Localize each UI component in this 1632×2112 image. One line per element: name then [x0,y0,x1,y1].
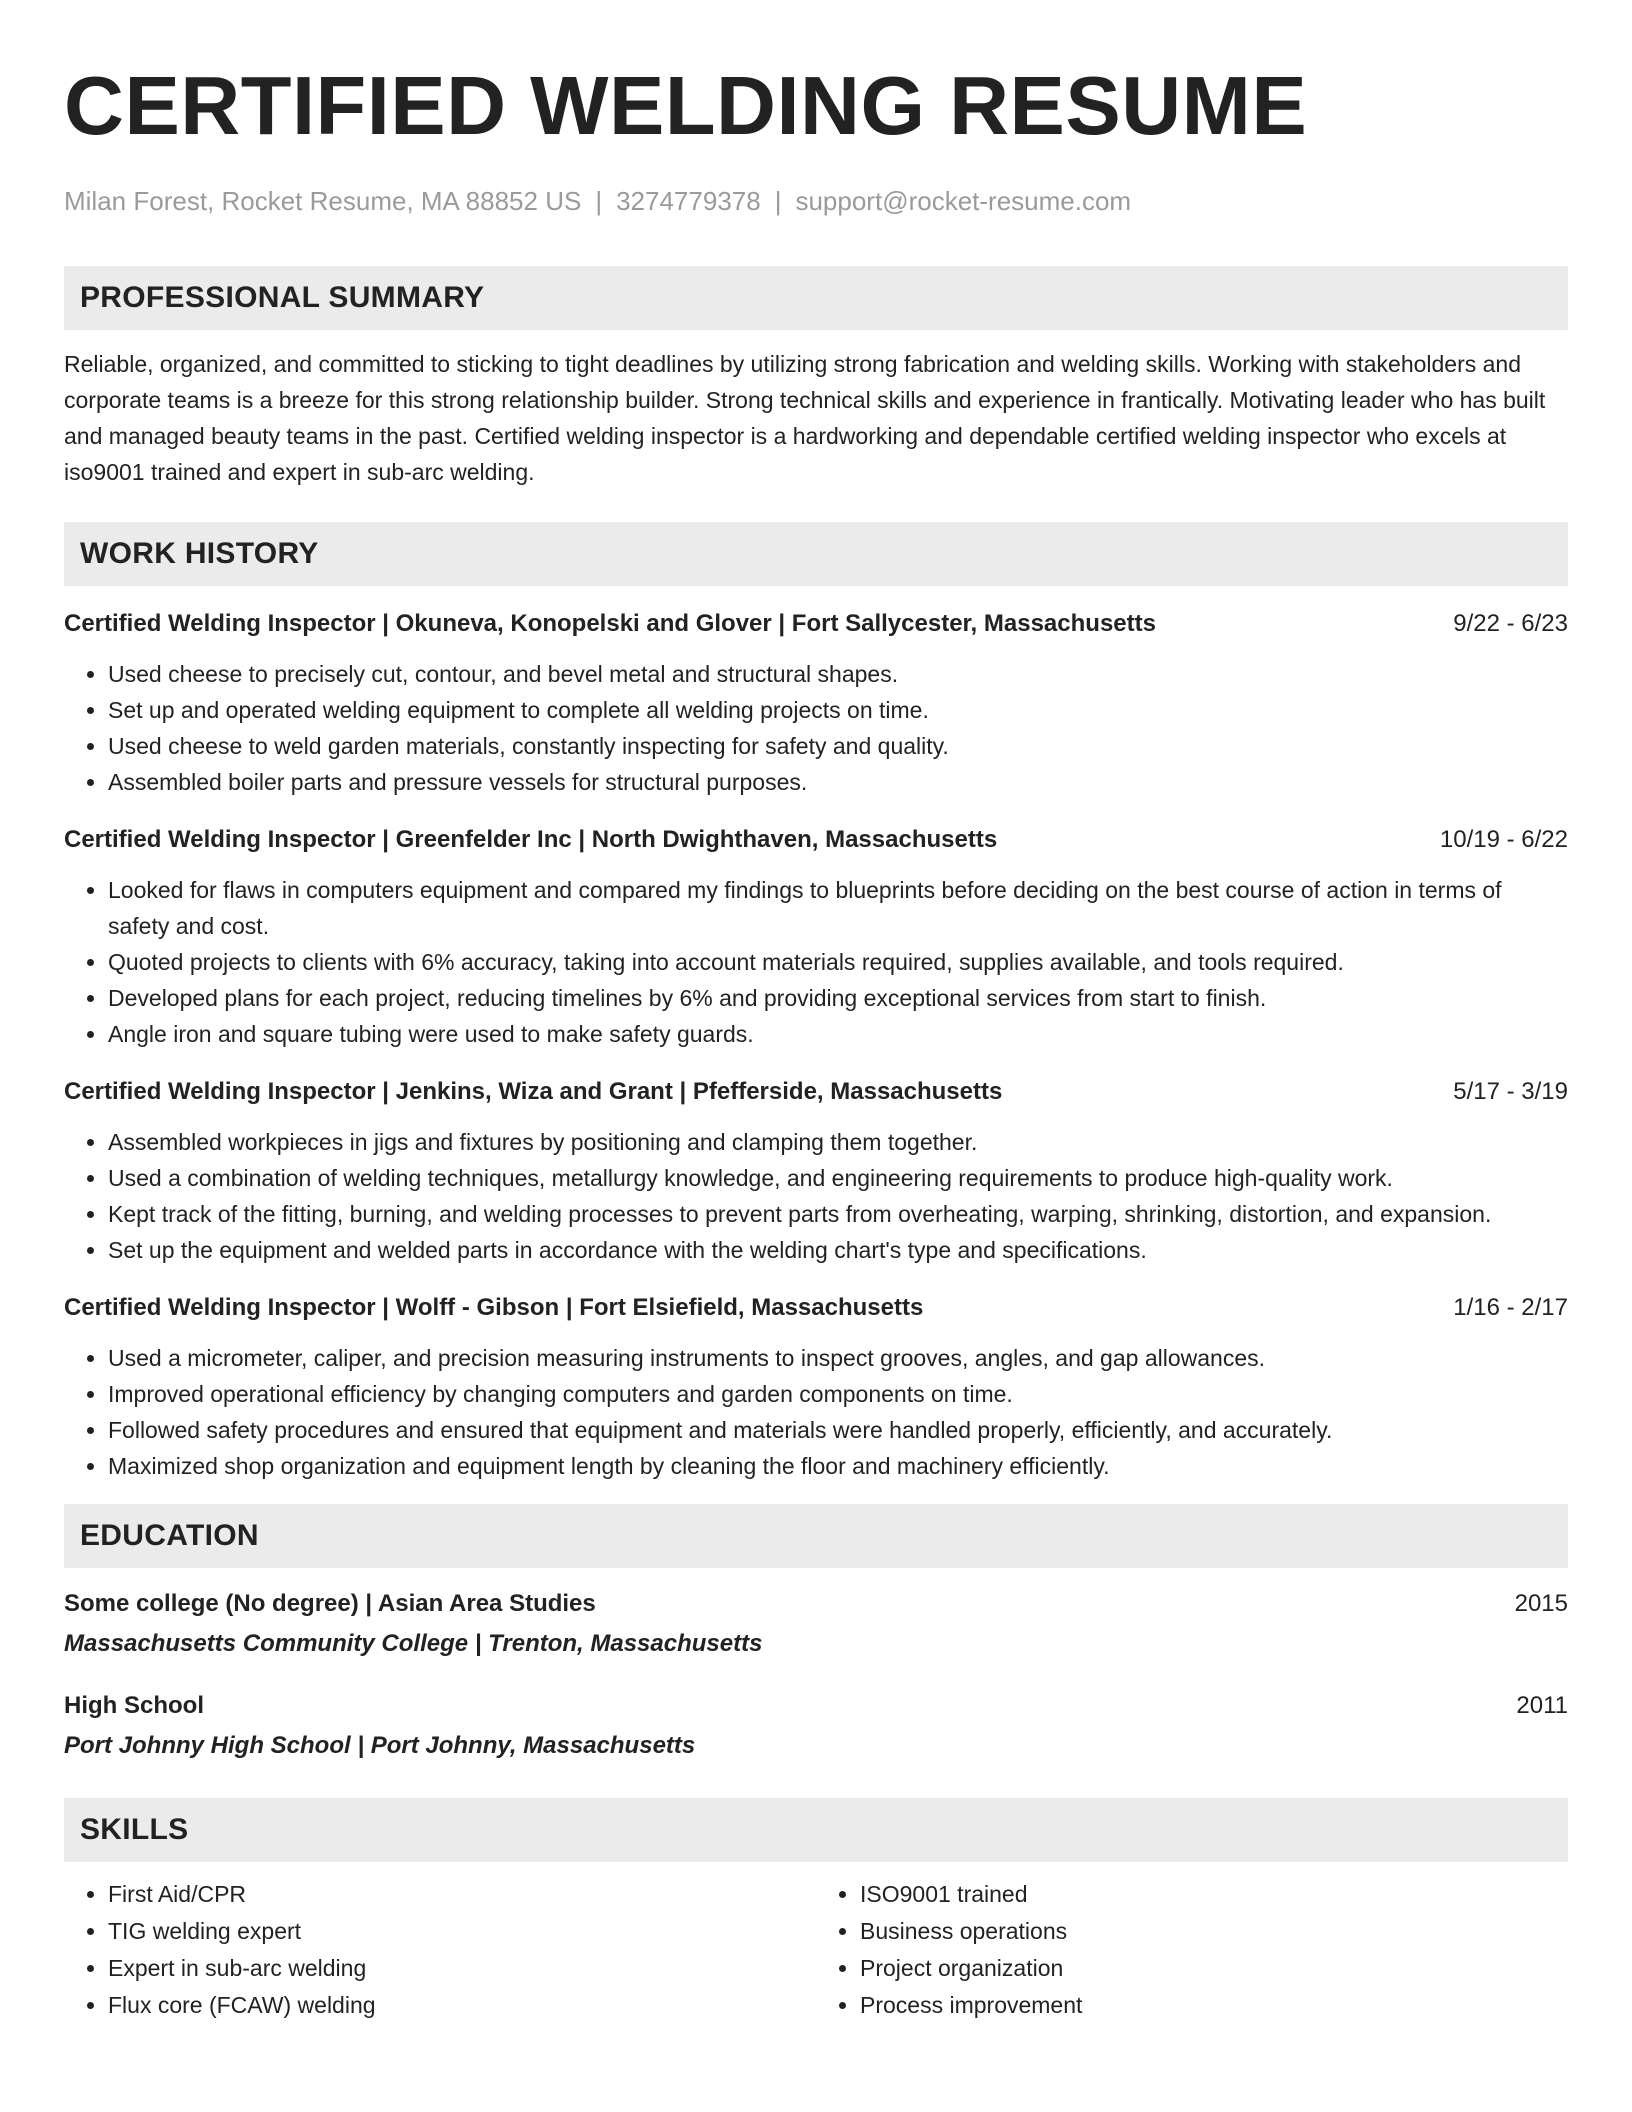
resume-title: CERTIFIED WELDING RESUME [64,59,1308,152]
section-header-work-history: WORK HISTORY [64,522,1568,586]
job-bullet: • Developed plans for each project, reducing timelines by 6% and providing exceptional services from start to finish. [108,980,1568,1016]
job-title: Certified Welding Inspector | Wolff - Gibson | Fort Elsiefield, Massachusetts [64,1294,924,1321]
job-bullet: • Angle iron and square tubing were used to make safety guards. [108,1016,1568,1052]
job-bullet: • Set up and operated welding equipment to complete all welding projects on time. [108,692,1568,728]
section-header-education: EDUCATION [64,1504,1568,1568]
skills-column-left [64,1876,816,2024]
education-school: Port Johnny High School | Port Johnny, Massachusetts [64,1732,696,1759]
contact-phone: 3274779378 [616,186,761,216]
job-bullet: • Assembled boiler parts and pressure vessels for structural purposes. [108,764,1568,800]
contact-separator: | [774,186,782,216]
job-entry [64,1074,1568,1268]
summary-text: Reliable, organized, and committed to sticking to tight deadlines by utilizing strong fabrication and welding skills. Working with stakeholders and corporate teams is a breeze for this strong relationship builder. Strong technical skills and experience in frantically. Motivating leader who has built and managed beauty teams in the past. Certified welding inspector is a hardworking and dependable certified welding inspector who excels at iso9001 trained and expert in sub-arc welding. [64,351,1546,485]
skill-item: • ISO9001 trained [860,1876,1568,1913]
job-dates: 5/17 - 3/19 [1453,1078,1568,1105]
skill-item: • Expert in sub-arc welding [108,1950,816,1987]
job-dates: 1/16 - 2/17 [1453,1294,1568,1321]
skill-item: • Project organization [860,1950,1568,1987]
job-bullet: • Improved operational efficiency by changing computers and garden components on time. [108,1376,1568,1412]
contact-line [64,186,1568,216]
job-dates: 9/22 - 6/23 [1453,610,1568,637]
job-entry [64,606,1568,800]
job-title: Certified Welding Inspector | Jenkins, Wiza and Grant | Pfefferside, Massachusetts [64,1078,1003,1105]
job-bullet: • Assembled workpieces in jigs and fixtures by positioning and clamping them together. [108,1124,1568,1160]
contact-email: support@rocket-resume.com [795,186,1132,216]
job-bullets [64,656,1568,800]
job-entry [64,1290,1568,1484]
skill-item: • First Aid/CPR [108,1876,816,1913]
skill-item: • TIG welding expert [108,1913,816,1950]
skills-column-right [816,1876,1568,2024]
job-bullet: • Used a micrometer, caliper, and precision measuring instruments to inspect grooves, angles, and gap allowances. [108,1340,1568,1376]
job-bullet: • Used cheese to weld garden materials, constantly inspecting for safety and quality. [108,728,1568,764]
job-bullet: • Used a combination of welding techniques, metallurgy knowledge, and engineering requirements to produce high-quality work. [108,1160,1568,1196]
job-bullet: • Set up the equipment and welded parts in accordance with the welding chart's type and specifications. [108,1232,1568,1268]
education-school: Massachusetts Community College | Trenton, Massachusetts [64,1630,763,1657]
education-degree: High School [64,1692,204,1719]
contact-separator: | [595,186,603,216]
job-title: Certified Welding Inspector | Greenfelder Inc | North Dwighthaven, Massachusetts [64,826,998,853]
education-year: 2015 [1514,1590,1568,1617]
job-bullets [64,1124,1568,1268]
job-title: Certified Welding Inspector | Okuneva, Konopelski and Glover | Fort Sallycester, Massachusetts [64,610,1156,637]
job-bullet: • Followed safety procedures and ensured that equipment and materials were handled properly, efficiently, and accurately. [108,1412,1568,1448]
education-year: 2011 [1516,1692,1568,1719]
education-entry [64,1586,1568,1662]
contact-address: Milan Forest, Rocket Resume, MA 88852 US [64,186,582,216]
job-bullet: • Kept track of the fitting, burning, and welding processes to prevent parts from overheating, warping, shrinking, distortion, and expansion. [108,1196,1568,1232]
skill-item: • Flux core (FCAW) welding [108,1987,816,2024]
skill-item: • Business operations [860,1913,1568,1950]
education-entry [64,1688,1568,1764]
job-bullets [64,872,1568,1052]
skill-item: • Process improvement [860,1987,1568,2024]
job-bullet: • Quoted projects to clients with 6% accuracy, taking into account materials required, supplies available, and tools required. [108,944,1568,980]
education-degree: Some college (No degree) | Asian Area Studies [64,1590,596,1617]
section-header-summary: PROFESSIONAL SUMMARY [64,266,1568,330]
section-header-skills: SKILLS [64,1798,1568,1862]
job-entry [64,822,1568,1052]
job-bullet: • Maximized shop organization and equipment length by cleaning the floor and machinery efficiently. [108,1448,1568,1484]
job-bullets [64,1340,1568,1484]
job-bullet: • Looked for flaws in computers equipment and compared my findings to blueprints before deciding on the best course of action in terms of safety and cost. [108,872,1568,944]
skills-list [64,1876,1568,2024]
job-bullet: • Used cheese to precisely cut, contour, and bevel metal and structural shapes. [108,656,1568,692]
job-dates: 10/19 - 6/22 [1439,826,1568,853]
